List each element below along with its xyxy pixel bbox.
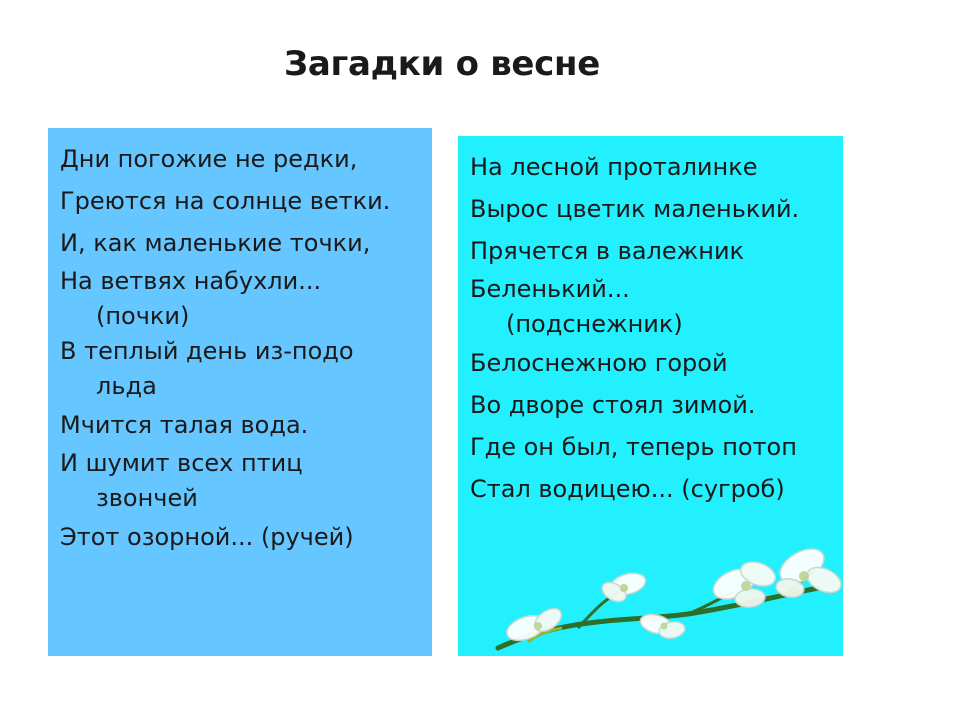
riddle-line: Греются на солнце ветки.: [60, 187, 391, 215]
riddle-line: На ветвях набухли...: [60, 267, 322, 295]
riddle-line: Белоснежною горой: [470, 349, 728, 377]
riddle-line: Вырос цветик маленький.: [470, 195, 800, 223]
riddle-line: Стал водицею... (сугроб): [470, 475, 785, 503]
slide-title: Загадки о весне: [284, 44, 600, 84]
riddle-line: И, как маленькие точки,: [60, 229, 371, 257]
riddle-line: На лесной проталинке: [470, 153, 758, 181]
riddle-line: И шумит всех птиц: [60, 449, 303, 477]
riddle-line: Этот озорной... (ручей): [60, 523, 354, 551]
riddle-line: Мчится талая вода.: [60, 411, 309, 439]
riddle-line: Беленький...: [470, 275, 630, 303]
left-riddle-panel: [48, 128, 432, 656]
riddle-line: Где он был, теперь потоп: [470, 433, 797, 461]
riddle-line: В теплый день из-подо: [60, 337, 354, 365]
riddle-answer: (почки): [96, 302, 190, 330]
riddle-line: Прячется в валежник: [470, 237, 745, 265]
riddle-line-continuation: звончей: [96, 484, 198, 512]
right-riddle-panel: [458, 136, 843, 656]
riddle-answer: (подснежник): [506, 310, 683, 338]
riddle-line-continuation: льда: [96, 372, 157, 400]
riddle-line: Дни погожие не редки,: [60, 145, 358, 173]
riddle-line: Во дворе стоял зимой.: [470, 391, 756, 419]
